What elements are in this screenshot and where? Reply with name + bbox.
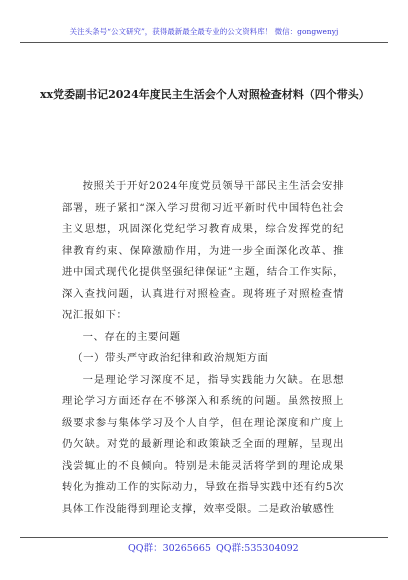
intro-paragraph: 按照关于开好2024年度党员领导干部民主生活会安排部署，班子紧扣“深入学习贯彻习近平新时代中国特色社会主义思想，巩固深化党纪学习教育成果，综合发挥党的纪律教育约束、保障激励作用，为进一步全面深化改革、推进中国式现代化提供坚强纪律保证”主题，结合工作实际，深入查找问题，认真进行对照检查。现将班子对照检查情况汇报如下：	[62, 180, 344, 321]
subsection-heading: （一）带头严守政治纪律和政治规矩方面	[72, 352, 269, 364]
header-banner: 关注头条号“公文研究”，获得最新最全最专业的公文资料库！ 微信：gongwenyj	[69, 27, 339, 36]
footer	[0, 541, 408, 557]
footer-qq-group-2: QQ群:535304092	[216, 543, 299, 554]
body-paragraph: 一是理论学习深度不足，指导实践能力欠缺。在思想理论学习方面还存在不够深入和系统的问题。虽然按照上级要求参与集体学习及个人自学，但在理论深度和广度上仍欠缺。对党的最新理论和政策缺乏全面的理解，呈现出浅尝辄止的不良倾向。特别是未能灵活将学到的理论成果转化为推动工作的实际动力，导致在指导实践中还有约5次具体工作没能得到理论支撑，效率受限。二是政治敏感性	[62, 373, 344, 515]
header-divider	[20, 42, 388, 43]
footer-qq-group-1: QQ群：30265665	[128, 543, 211, 554]
document-body	[62, 176, 344, 520]
footer-divider	[20, 537, 388, 538]
section-heading: 一、存在的主要问题	[82, 330, 181, 343]
document-title: xx党委副书记2024年度民主生活会个人对照检查材料（四个带头）	[40, 88, 370, 101]
